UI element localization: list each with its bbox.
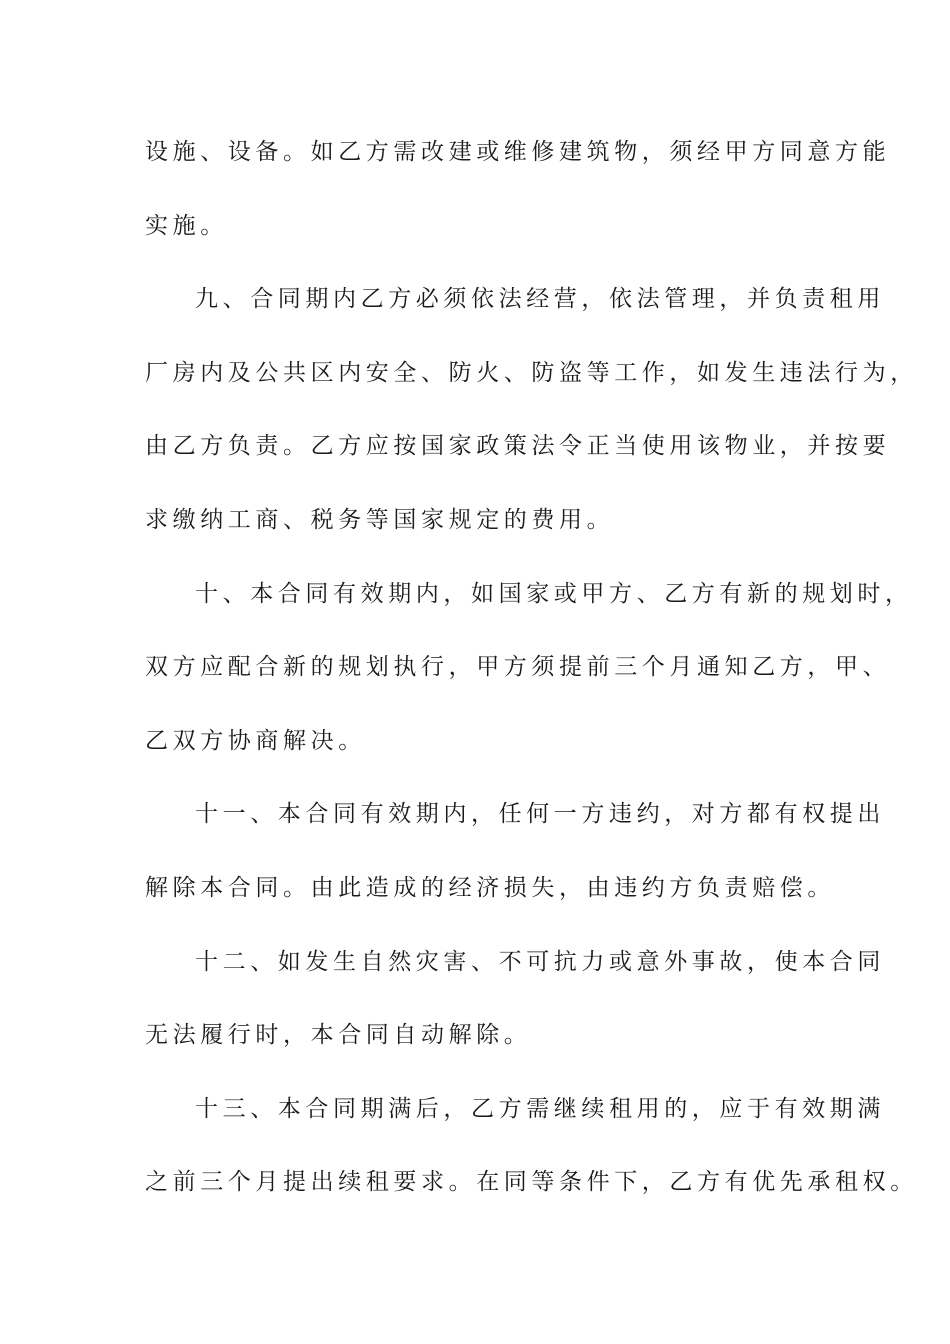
- text-line: 之前三个月提出续租要求。在同等条件下，乙方有优先承租权。: [145, 1169, 918, 1196]
- text-line: 由乙方负责。乙方应按国家政策法令正当使用该物业，并按要: [145, 433, 891, 460]
- text-line: 实施。: [145, 212, 228, 239]
- clause-10-line: 十、本合同有效期内，如国家或甲方、乙方有新的规划时，: [195, 580, 913, 607]
- text-line: 无法履行时，本合同自动解除。: [145, 1022, 532, 1049]
- clause-11-line: 十一、本合同有效期内，任何一方违约，对方都有权提出: [195, 801, 885, 828]
- clause-13-line: 十三、本合同期满后，乙方需继续租用的，应于有效期满: [195, 1095, 885, 1122]
- text-line: 设施、设备。如乙方需改建或维修建筑物，须经甲方同意方能: [145, 139, 891, 165]
- text-line: 乙双方协商解决。: [145, 727, 366, 754]
- text-line: 解除本合同。由此造成的经济损失，由违约方负责赔偿。: [145, 874, 835, 901]
- document-body: [145, 130, 918, 1234]
- clause-9-line: 九、合同期内乙方必须依法经营，依法管理，并负责租用: [195, 286, 885, 313]
- clause-12-line: 十二、如发生自然灾害、不可抗力或意外事故，使本合同: [195, 948, 885, 975]
- text-line: 双方应配合新的规划执行，甲方须提前三个月通知乙方，甲、: [145, 654, 891, 681]
- text-line: 厂房内及公共区内安全、防火、防盗等工作，如发生违法行为，: [145, 359, 918, 386]
- text-line: 求缴纳工商、税务等国家规定的费用。: [145, 506, 615, 533]
